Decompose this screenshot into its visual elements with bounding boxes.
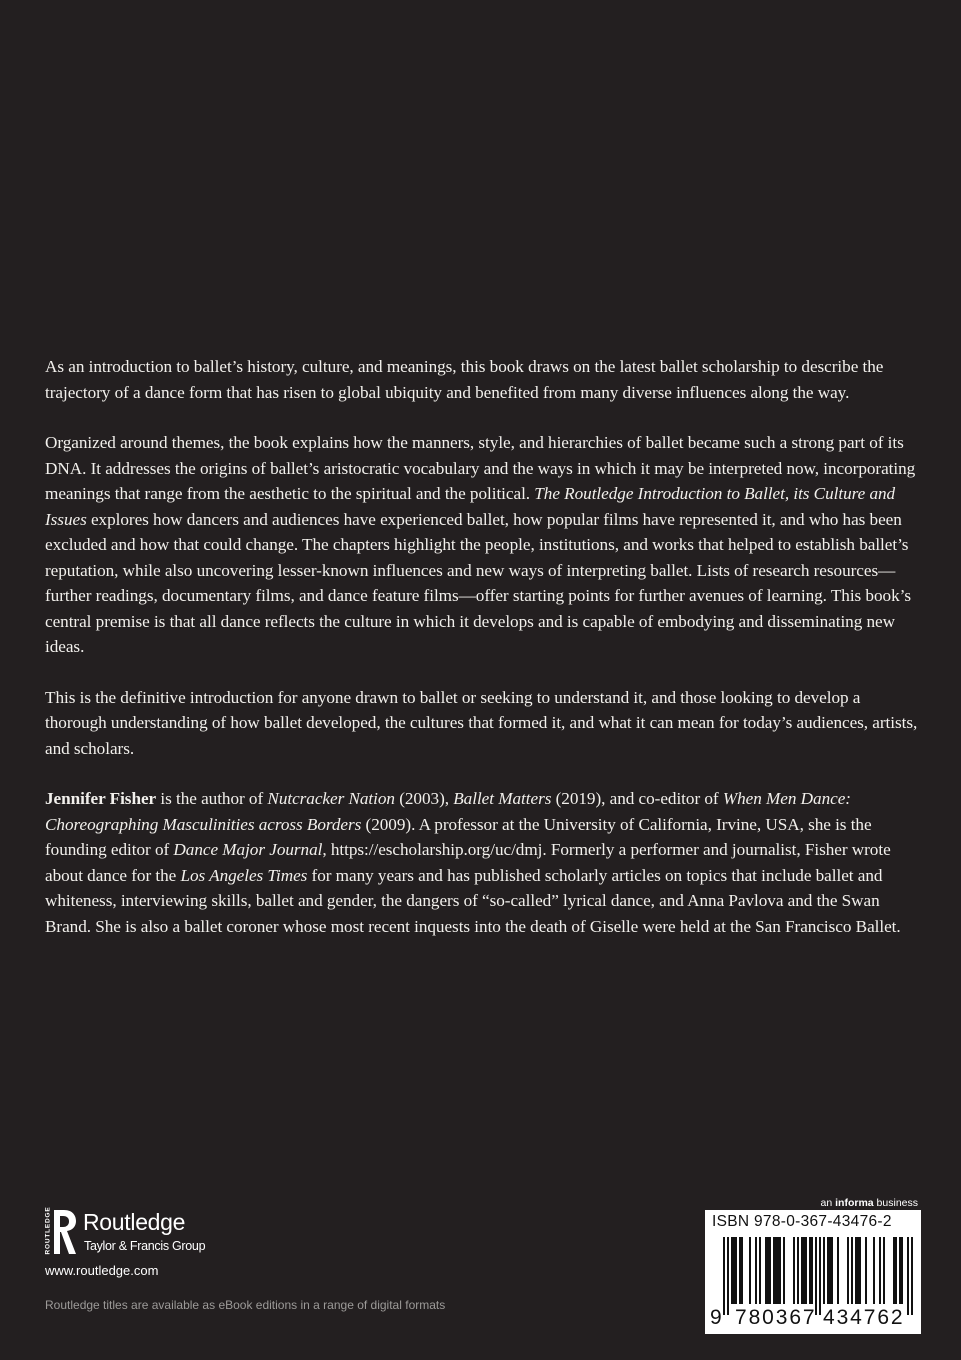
- barcode-guard-bar: [819, 1237, 821, 1315]
- blurb-paragraph-3: This is the definitive introduction for anyone drawn to ballet or seeking to understand it, and those looking to develop a thorough understanding of how ballet developed, the cultures that formed it, and what it can mean for today’s audiences, artists, and scholars.: [45, 687, 918, 758]
- bio-text-5: , https://escholarship.org/uc/dmj. Formerly a performer and journalist, Fisher wrote about dance for the: [45, 840, 891, 885]
- bio-text-1: is the author of: [156, 789, 268, 808]
- publisher-group: Taylor & Francis Group: [84, 1239, 206, 1253]
- barcode-bar: [731, 1237, 733, 1304]
- barcode-bar: [893, 1237, 895, 1304]
- isbn-label: ISBN 978-0-367-43476-2: [712, 1213, 892, 1230]
- informa-tagline: [821, 1197, 918, 1209]
- routledge-logo: [40, 1206, 240, 1262]
- barcode-guard-bar: [727, 1237, 729, 1315]
- informa-brand: informa: [835, 1197, 874, 1209]
- bio-text-4: (2009). A professor at the University of California, Irvine, USA, she is the founding editor of: [45, 814, 872, 859]
- barcode-bar: [803, 1237, 805, 1304]
- bio-text-3: (2019), and co-editor of: [551, 789, 723, 808]
- bio-journal: Dance Major Journal: [173, 840, 323, 859]
- barcode-bar: [801, 1237, 803, 1304]
- barcode-bar: [809, 1237, 811, 1304]
- barcode-bar: [879, 1237, 881, 1304]
- barcode-bar: [765, 1237, 767, 1304]
- ebook-note: Routledge titles are available as eBook editions in a range of digital formats: [45, 1298, 446, 1312]
- barcode-bar: [831, 1237, 833, 1304]
- blurb-paragraph-2: [45, 430, 925, 660]
- barcode-bar: [739, 1237, 741, 1304]
- barcode-first-digit: 9: [710, 1306, 722, 1329]
- barcode-bar: [873, 1237, 875, 1304]
- barcode-bar: [793, 1237, 795, 1304]
- barcode-bar: [779, 1237, 781, 1304]
- barcode-bar: [783, 1237, 785, 1304]
- blurb-p2-text-a: Organized around themes, the book explains how the manners, style, and hierarchies of ballet became such a strong part of its DNA. It addresses the origins of ballet’s aristocratic vocabulary and the ways in which it may be interpreted now, incorporating meanings that range from the aesthetic to the spiritual and the political.: [45, 433, 916, 503]
- barcode-bar: [847, 1237, 849, 1304]
- bio-book-2: Ballet Matters: [453, 789, 552, 808]
- barcode-bar: [775, 1237, 777, 1304]
- barcode-bar: [837, 1237, 839, 1304]
- barcode-bar: [733, 1237, 735, 1304]
- barcode-guard-bar: [911, 1237, 913, 1315]
- bio-newspaper: Los Angeles Times: [180, 865, 308, 885]
- barcode-panel: [705, 1210, 921, 1334]
- barcode-bar: [735, 1237, 737, 1304]
- barcode-bar: [865, 1237, 867, 1304]
- barcode-digit-group-1: 780367: [735, 1306, 817, 1329]
- blurb-p2-text-b: explores how dancers and audiences have experienced ballet, how popular films have represented it, and who has been excluded and how that could change. The chapters highlight the people, institutions, and works that helped to establish ballet’s reputation, while also uncovering lesser-known influences and new ways of interpreting ballet. Lists of research resources—further readings, documentary films, and dance feature films—offer starting points for further avenues of learning. This book’s central premise is that all dance reflects the culture in which it develops and is capable of embodying and disseminating new ideas.: [45, 509, 911, 656]
- barcode-bar: [797, 1237, 799, 1304]
- author-name: Jennifer Fisher: [45, 789, 157, 808]
- barcode-bar: [823, 1237, 825, 1304]
- barcode-bar: [895, 1237, 897, 1304]
- publisher-website[interactable]: www.routledge.com: [45, 1263, 159, 1278]
- author-bio: [45, 786, 925, 939]
- routledge-r-icon: [52, 1208, 78, 1256]
- barcode-guard-bar: [907, 1237, 909, 1315]
- barcode-bar: [777, 1237, 779, 1304]
- barcode-bar: [829, 1237, 831, 1304]
- barcode-bar: [883, 1237, 885, 1304]
- barcode-digit-group-2: 434762: [823, 1306, 905, 1329]
- barcode-bar: [855, 1237, 857, 1304]
- barcode-bar: [759, 1237, 761, 1304]
- barcode-bar: [851, 1237, 853, 1304]
- barcode-bar: [859, 1237, 861, 1304]
- barcode-bar: [773, 1237, 775, 1304]
- bio-text-2: (2003),: [394, 789, 454, 808]
- barcode-bar: [805, 1237, 807, 1304]
- barcode-digits: [705, 1306, 921, 1332]
- publisher-name: Routledge: [83, 1209, 186, 1235]
- barcode-bar: [741, 1237, 743, 1304]
- barcode-bar: [899, 1237, 901, 1304]
- bio-book-3: When Men Dance: Choreographing Masculinities across Borders: [45, 789, 851, 834]
- back-cover-blurb: [45, 354, 925, 964]
- book-title: The Routledge Introduction to Ballet, its Culture and Issues: [45, 484, 896, 529]
- bio-book-1: Nutcracker Nation: [267, 789, 395, 808]
- barcode-guard-bar: [815, 1237, 817, 1315]
- barcode-bar: [749, 1237, 751, 1304]
- blurb-paragraph-1: As an introduction to ballet’s history, culture, and meanings, this book draws on the latest ballet scholarship to describe the trajectory of a dance form that has risen to global ubiquity and benefited from many diverse influences along the way.: [45, 357, 884, 402]
- barcode-bar: [901, 1237, 903, 1304]
- bio-text-6: for many years and has published scholarly articles on topics that include ballet and whiteness, interviewing skills, ballet and gender, the dangers of “so-called” lyrical dance, and Anna Pavlova and the Swan Brand. She is also a ballet coroner whose most recent inquests into the death of Giselle were held at the San Francisco Ballet.: [45, 865, 901, 936]
- barcode-bar: [857, 1237, 859, 1304]
- informa-prefix: an: [820, 1197, 836, 1209]
- barcode-bar: [811, 1237, 813, 1304]
- barcode-bar: [767, 1237, 769, 1304]
- informa-suffix: business: [873, 1197, 918, 1209]
- barcode-bar: [769, 1237, 771, 1304]
- barcode-guard-bar: [723, 1237, 725, 1315]
- barcode-bar: [827, 1237, 829, 1304]
- logo-vertical-text: ROUTLEDGE: [44, 1206, 52, 1255]
- barcode-bar: [755, 1237, 757, 1304]
